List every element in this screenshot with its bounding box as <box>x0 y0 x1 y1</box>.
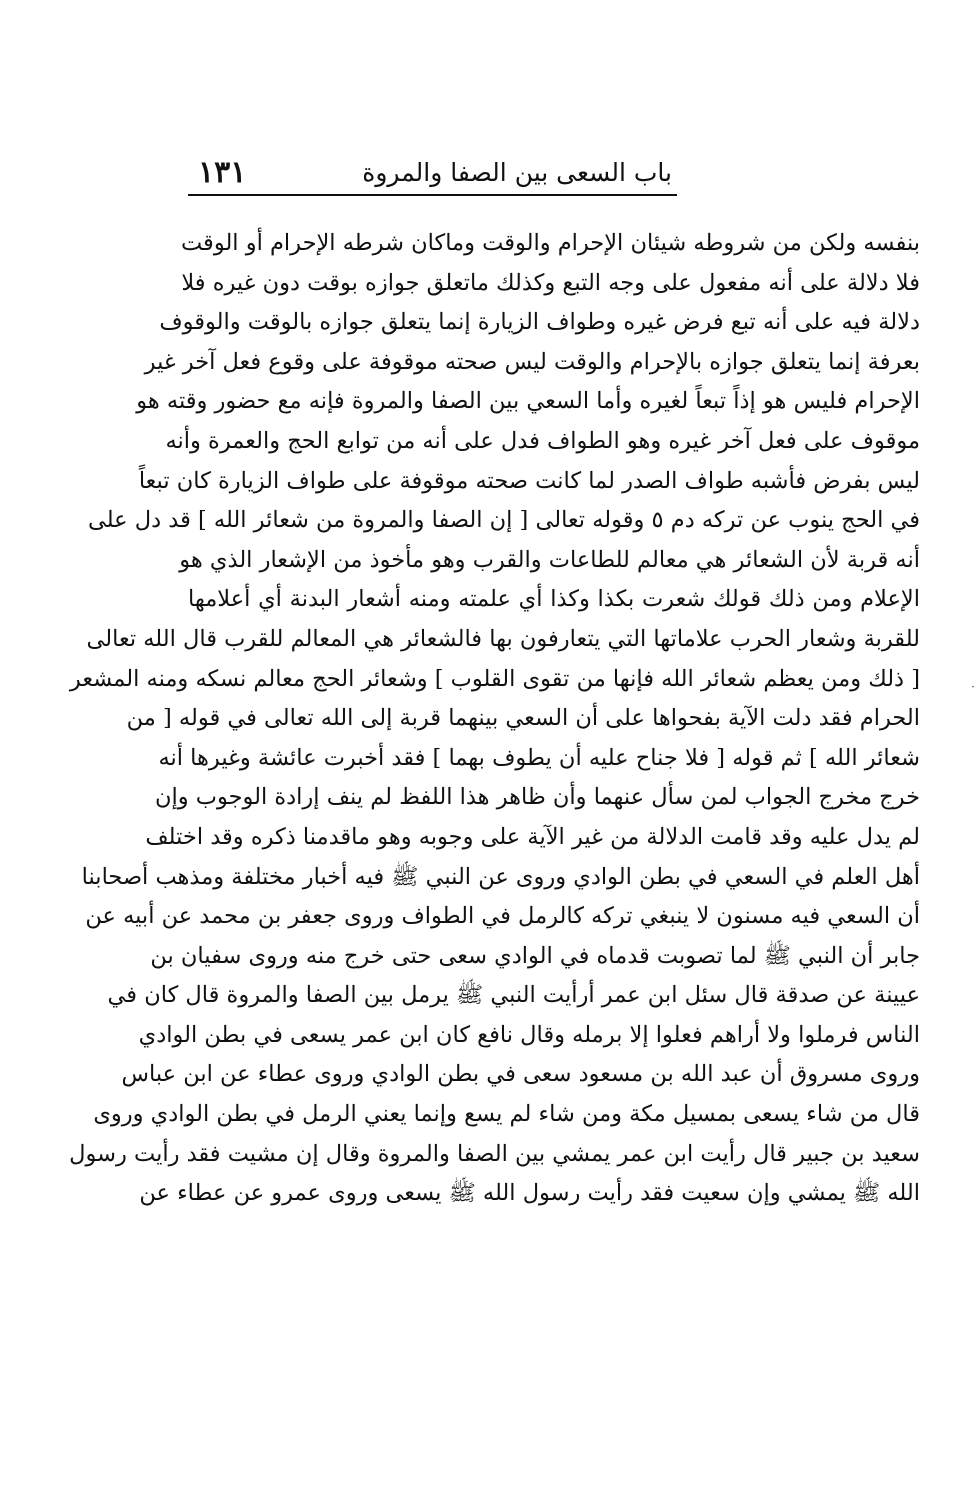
running-title: باب السعى بين الصفا والمروة <box>362 158 672 187</box>
page-number: ١٣١ <box>198 155 247 190</box>
text-line: الله ﷺ يمشي وإن سعيت فقد رأيت رسول الله ﷺ يسعى وروى عمرو عن عطاء عن <box>139 1180 920 1207</box>
text-line: الحرام فقد دلت الآية بفحواها على أن السعي بينهما قربة إلى الله تعالى في قوله [ من <box>126 705 920 732</box>
text-line: أنه قربة لأن الشعائر هي معالم للطاعات والقرب وهو مأخوذ من الإشعار الذي هو <box>179 546 920 573</box>
text-line: [ ذلك ومن يعظم شعائر الله فإنها من تقوى القلوب ] وشعائر الحج معالم نسكه ومنه المشعر <box>69 665 920 692</box>
text-line: للقربة وشعار الحرب علاماتها التي يتعارفون بها فالشعائر هي المعالم للقرب قال الله تعالى <box>86 625 920 652</box>
text-line: ليس بفرض فأشبه طواف الصدر لما كانت صحته موقوفة على طواف الزيارة كان تبعاً <box>138 467 920 494</box>
margin-mark: · <box>971 680 975 694</box>
page-header <box>198 148 672 198</box>
text-line: سعيد بن جبير قال رأيت ابن عمر يمشي بين الصفا والمروة وقال إن مشيت فقد رأيت رسول <box>69 1140 920 1167</box>
text-line: دلالة فيه على أنه تبع فرض غيره وطواف الزيارة إنما يتعلق جوازه بالوقت والوقوف <box>159 309 920 336</box>
text-line: فلا دلالة على أنه مفعول على وجه التبع وكذلك ماتعلق جوازه بوقت دون غيره فلا <box>181 269 920 296</box>
text-line: جابر أن النبي ﷺ لما تصوبت قدماه في الوادي سعى حتى خرج منه وروى سفيان بن <box>150 942 920 969</box>
text-line: عيينة عن صدقة قال سئل ابن عمر أرأيت النبي ﷺ يرمل بين الصفا والمروة قال كان في <box>107 982 920 1009</box>
header-rule <box>188 194 677 196</box>
text-line: وروى مسروق أن عبد الله بن مسعود سعى في بطن الوادي وروى عطاء عن ابن عباس <box>121 1061 920 1088</box>
text-line: الناس فرملوا ولا أراهم فعلوا إلا برمله وقال نافع كان ابن عمر يسعى في بطن الوادي <box>138 1021 920 1048</box>
text-line: بنفسه ولكن من شروطه شيئان الإحرام والوقت وماكان شرطه الإحرام أو الوقت <box>180 230 920 256</box>
text-line: لم يدل عليه وقد قامت الدلالة من غير الآية على وجوبه وهو ماقدمنا ذكره وقد اختلف <box>145 823 920 850</box>
text-line: في الحج ينوب عن تركه دم ٥ وقوله تعالى [ إن الصفا والمروة من شعائر الله ] قد دل على <box>87 507 920 534</box>
body-text <box>69 224 920 1214</box>
text-line: الإعلام ومن ذلك قولك شعرت بكذا وكذا أي علمته ومنه أشعار البدنة أي أعلامها <box>188 586 920 613</box>
text-line: شعائر الله ] ثم قوله [ فلا جناح عليه أن يطوف بهما ] فقد أخبرت عائشة وغيرها أنه <box>158 744 920 771</box>
text-line: الإحرام فليس هو إذاً تبعاً لغيره وأما السعي بين الصفا والمروة فإنه مع حضور وقته هو <box>136 388 920 415</box>
text-line: أهل العلم في السعي في بطن الوادي وروى عن النبي ﷺ فيه أخبار مختلفة ومذهب أصحابنا <box>81 863 920 890</box>
text-line: قال من شاء يسعى بمسيل مكة ومن شاء لم يسع وإنما يعني الرمل في بطن الوادي وروى <box>93 1101 920 1128</box>
text-line: موقوف على فعل آخر غيره وهو الطواف فدل على أنه من توابع الحج والعمرة وأنه <box>165 427 920 454</box>
text-line: أن السعي فيه مسنون لا ينبغي تركه كالرمل في الطواف وروى جعفر بن محمد عن أبيه عن <box>85 903 920 930</box>
text-line: خرج مخرج الجواب لمن سأل عنهما وأن ظاهر هذا اللفظ لم ينف إرادة الوجوب وإن <box>154 784 920 811</box>
text-line: بعرفة إنما يتعلق جوازه بالإحرام والوقت ليس صحته موقوفة على وقوع فعل آخر غير <box>144 348 920 375</box>
